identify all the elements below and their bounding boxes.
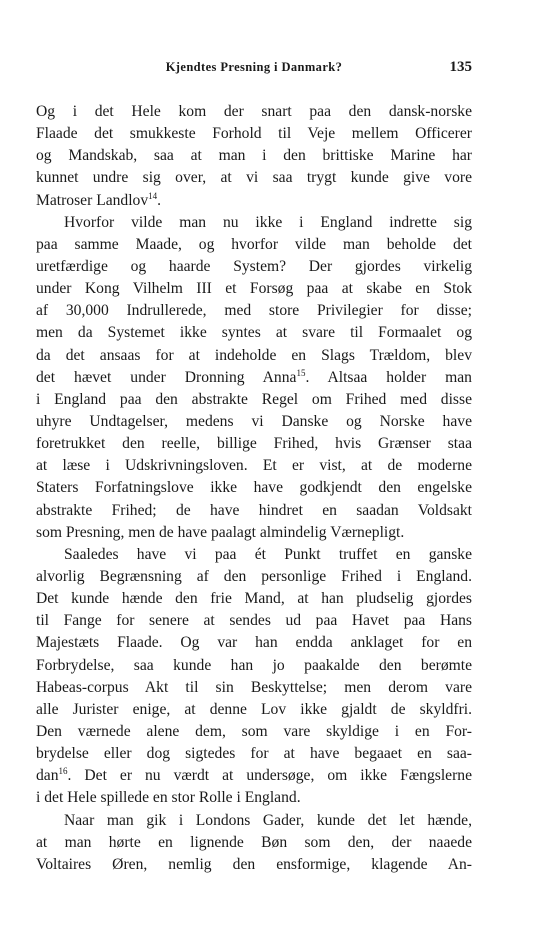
line-text: alvorlig Begrænsning af den personlige Frihed i England. [36, 567, 472, 585]
line-text: under Kong Vilhelm III et Forsøg paa at skabe en Stok [36, 280, 472, 298]
line-text: kunnet undre sig over, at vi saa trygt kunde give vore [36, 169, 472, 187]
line-text: Naar man gik i Londons Gader, kunde det let hænde, [64, 811, 472, 829]
running-title: Kjendtes Presning i Danmark? [165, 60, 343, 74]
footnote-marker: 15 [296, 367, 306, 378]
text-line [36, 190, 472, 212]
text-line [36, 632, 472, 654]
text-line [36, 278, 472, 300]
line-text: til Fange for senere at sendes ud paa Havet paa Hans [36, 612, 472, 630]
text-line [36, 123, 472, 145]
line-text: Forbrydelse, saa kunde han jo paakalde den berømte [36, 656, 472, 674]
line-text: i England paa den abstrakte Regel om Frihed med disse [36, 390, 472, 408]
footnote-marker: 16 [58, 766, 68, 777]
body-text [36, 101, 472, 876]
text-line [36, 854, 472, 876]
text-line [36, 765, 472, 787]
text-line [36, 322, 472, 344]
line-text: det hævet under Dronning Anna [36, 368, 297, 386]
line-text: brydelse eller dog sigtedes for at have begaaet en saa- [36, 745, 472, 763]
text-line [36, 588, 472, 610]
text-line [36, 345, 472, 367]
line-text: Habeas-corpus Akt til sin Beskyttelse; men derom vare [36, 678, 472, 696]
text-line [36, 212, 472, 234]
line-text: at læse i Udskrivningsloven. Et er vist, at de moderne [36, 457, 472, 475]
line-text: Den værnede alene dem, som vare skyldige i en For- [36, 722, 472, 740]
line-text: dan [36, 767, 59, 785]
text-line [36, 145, 472, 167]
line-text: i det Hele spillede en stor Rolle i England. [36, 789, 301, 807]
page-header [36, 60, 472, 80]
line-text: men da Systemet ikke syntes at svare til Formaalet og [36, 324, 472, 342]
line-text: som Presning, men de have paalagt almindelig Værnepligt. [36, 523, 405, 541]
line-text: paa samme Maade, og hvorfor vilde man beholde det [36, 235, 472, 253]
text-line [36, 610, 472, 632]
text-line [36, 101, 472, 123]
line-text: Majestæts Flaade. Og var han endda anklaget for en [36, 634, 472, 652]
text-line [36, 234, 472, 256]
line-text: alle Jurister enige, at denne Lov ikke gjaldt de skyldfri. [36, 700, 472, 718]
text-line [36, 167, 472, 189]
text-line [36, 655, 472, 677]
text-line [36, 787, 472, 809]
text-line [36, 721, 472, 743]
line-text-continuation: . [157, 191, 162, 209]
line-text-continuation: . Det er nu værdt at undersøge, om ikke Fængslerne [67, 767, 472, 785]
text-line [36, 433, 472, 455]
line-text: da det ansaas for at indeholde en Slags Trældom, blev [36, 346, 472, 364]
line-text: Det kunde hænde den frie Mand, at han pludselig gjordes [36, 590, 472, 608]
text-line [36, 455, 472, 477]
line-text: af 30,000 Indrullerede, med store Privilegier for disse; [36, 302, 472, 320]
text-line [36, 411, 472, 433]
text-line [36, 699, 472, 721]
line-text: og Mandskab, saa at man i den brittiske Marine har [36, 147, 472, 165]
text-line [36, 477, 472, 499]
line-text: abstrakte Frihed; de have hindret en saadan Voldsakt [36, 501, 472, 519]
line-text: Flaade det smukkeste Forhold til Veje mellem Officerer [36, 125, 472, 143]
text-line [36, 677, 472, 699]
line-text: uretfærdige og haarde System? Der gjordes virkelig [36, 257, 472, 275]
line-text: at man hørte en lignende Bøn som den, der naaede [36, 833, 472, 851]
text-line [36, 832, 472, 854]
text-line [36, 300, 472, 322]
text-line [36, 500, 472, 522]
line-text: Og i det Hele kom der snart paa den dansk-norske [36, 103, 472, 120]
line-text: Voltaires Øren, nemlig den ensformige, klagende An- [36, 855, 472, 873]
text-line [36, 256, 472, 278]
text-line [36, 389, 472, 411]
footnote-marker: 14 [148, 190, 158, 201]
page-number: 135 [449, 59, 472, 75]
text-line [36, 544, 472, 566]
text-line [36, 566, 472, 588]
line-text-continuation: . Altsaa holder man [305, 368, 472, 386]
text-line [36, 367, 472, 389]
line-text: foretrukket den reelle, billige Frihed, hvis Grænser staa [36, 435, 472, 453]
text-line [36, 743, 472, 765]
line-text: Matroser Landlov [36, 191, 149, 209]
line-text: Hvorfor vilde man nu ikke i England indrette sig [64, 213, 472, 231]
line-text: Staters Forfatningslove ikke have godkjendt den engelske [36, 479, 472, 497]
text-line [36, 810, 472, 832]
line-text: Saaledes have vi paa ét Punkt truffet en ganske [64, 545, 472, 563]
text-line [36, 522, 472, 544]
line-text: uhyre Undtagelser, medens vi Danske og Norske have [36, 412, 472, 430]
